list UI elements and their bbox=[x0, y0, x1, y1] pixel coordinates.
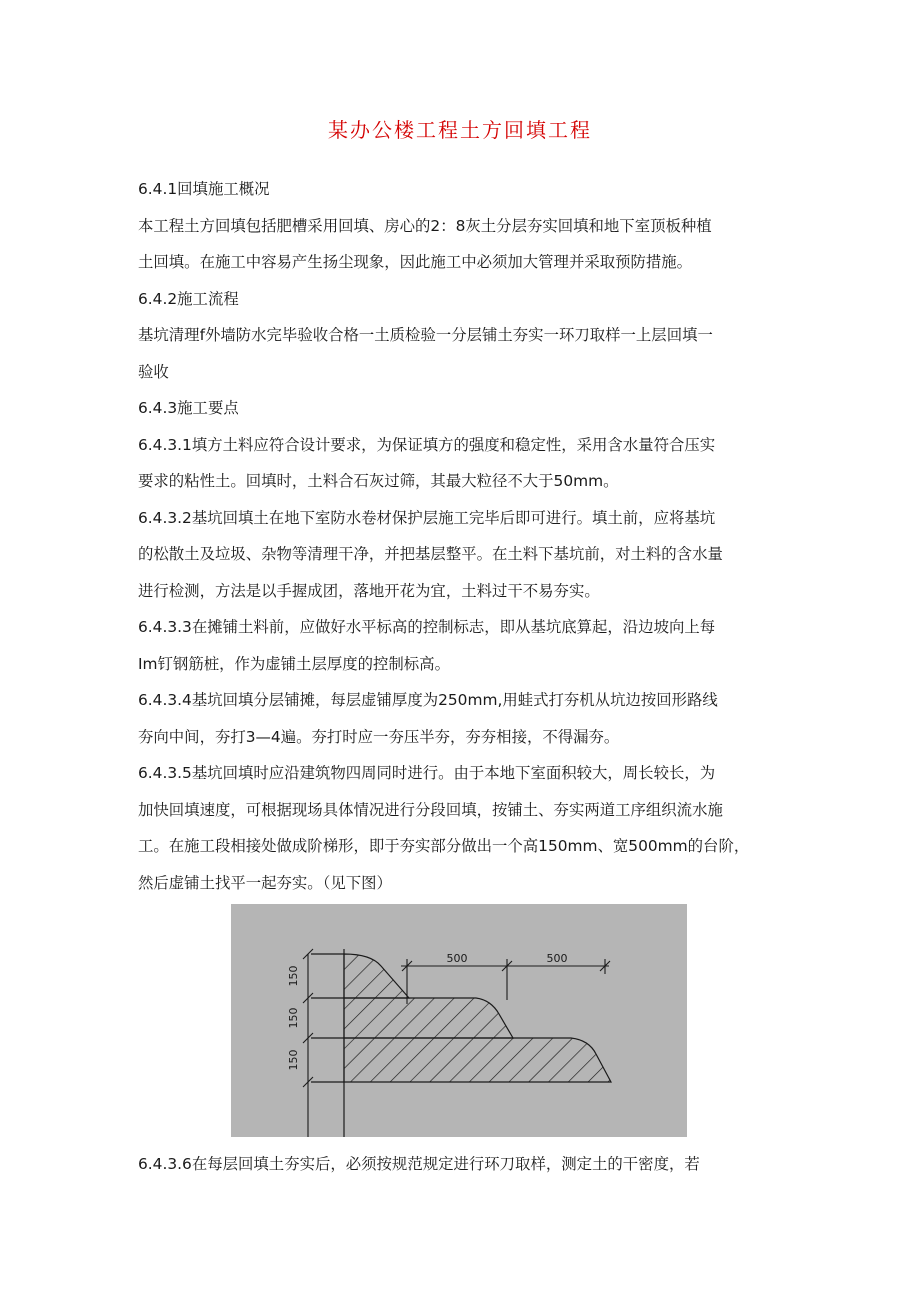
paragraph-line: 土回填。在施工中容易产生扬尘现象，因此施工中必须加大管理并采取预防措施。 bbox=[138, 253, 693, 271]
stepped-backfill-figure bbox=[231, 904, 687, 1137]
paragraph-line-6436: 6.4.3.6在每层回填土夯实后，必须按规范规定进行环刀取样，测定土的干密度，若 bbox=[138, 1155, 700, 1173]
paragraph-line: 进行检测，方法是以手握成团，落地开花为宜，土料过干不易夯实。 bbox=[138, 581, 600, 600]
section-heading-643: 6.4.3施工要点 bbox=[138, 399, 239, 417]
backfill-diagram bbox=[231, 904, 687, 1137]
paragraph-line: 要求的粘性土。回填时，土料合石灰过筛，其最大粒径不大于50mm。 bbox=[138, 472, 619, 490]
dim-left-1: 150 bbox=[287, 965, 300, 987]
paragraph-line: 6.4.3.5基坑回填时应沿建筑物四周同时进行。由于本地下室面积较大，周长较长，为 bbox=[138, 764, 716, 782]
document-title: 某办公楼工程土方回填工程 bbox=[328, 118, 592, 142]
dim-left-3: 150 bbox=[287, 1049, 300, 1071]
paragraph-line: 6.4.3.2基坑回填土在地下室防水卷材保护层施工完毕后即可进行。填土前，应将基坑 bbox=[138, 508, 716, 527]
paragraph-line: 6.4.3.1填方土料应符合设计要求，为保证填方的强度和稳定性，采用含水量符合压实 bbox=[138, 435, 716, 454]
layer-middle bbox=[344, 998, 513, 1038]
dim-left-2: 150 bbox=[287, 1007, 300, 1029]
body-text bbox=[138, 171, 798, 901]
dim-top-2: 500 bbox=[546, 952, 568, 965]
section-heading-641: 6.4.1回填施工概况 bbox=[138, 180, 270, 198]
paragraph-line: 的松散土及垃圾、杂物等清理干净，并把基层整平。在土料下基坑前，对土料的含水量 bbox=[138, 545, 723, 563]
layer-bottom bbox=[344, 1038, 611, 1082]
layer-top bbox=[344, 954, 409, 998]
paragraph-line: 本工程土方回填包括肥槽采用回填、房心的2：8灰土分层夯实回填和地下室顶板种植 bbox=[138, 216, 712, 235]
dim-top-1: 500 bbox=[446, 952, 468, 965]
paragraph-line: 加快回填速度，可根据现场具体情况进行分段回填，按铺土、夯实两道工序组织流水施 bbox=[138, 800, 723, 819]
paragraph-line: 然后虚铺土找平一起夯实。（见下图） bbox=[138, 873, 392, 892]
paragraph-line: 工。在施工段相接处做成阶梯形，即于夯实部分做出一个高150mm、宽500mm的台阶， bbox=[138, 837, 750, 855]
paragraph-line: Im钉钢筋桩，作为虚铺土层厚度的控制标高。 bbox=[138, 654, 450, 673]
paragraph-line: 夯向中间，夯打3—4遍。夯打时应一夯压半夯，夯夯相接，不得漏夯。 bbox=[138, 727, 620, 746]
paragraph-line: 6.4.3.3在摊铺土料前，应做好水平标高的控制标志，即从基坑底算起，沿边坡向上每 bbox=[138, 618, 716, 636]
paragraph-line: 6.4.3.4基坑回填分层铺摊，每层虚铺厚度为250mm,用蛙式打夯机从坑边按回形路线 bbox=[138, 691, 718, 709]
section-heading-642: 6.4.2施工流程 bbox=[138, 289, 239, 308]
paragraph-line: 验收 bbox=[138, 362, 169, 381]
paragraph-line: 基坑清理f外墙防水完毕验收合格一土质检验一分层铺土夯实一环刀取样一上层回填一 bbox=[138, 326, 713, 344]
